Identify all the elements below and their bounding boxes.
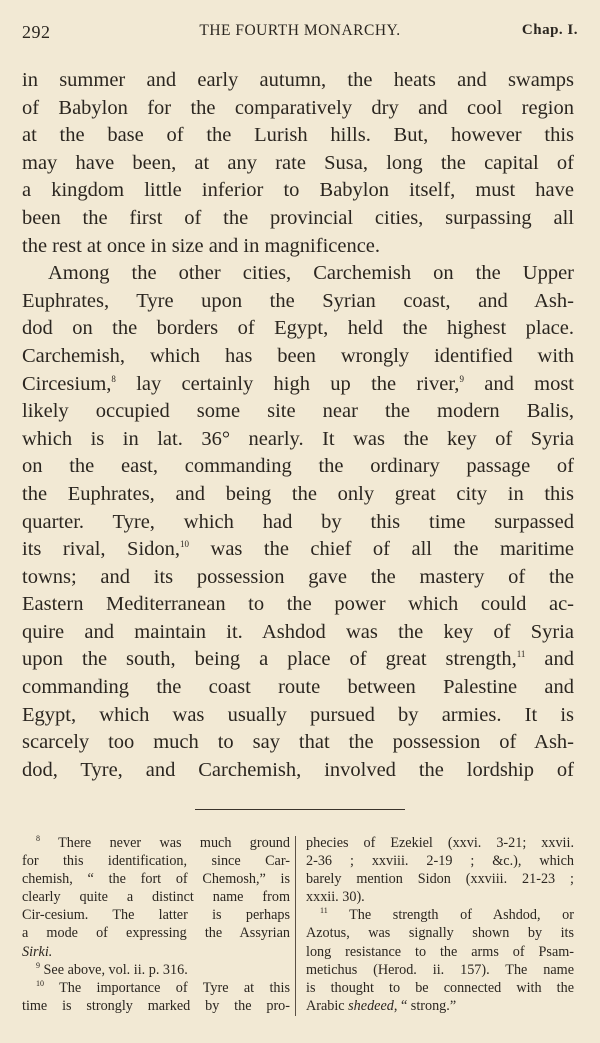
text-run: Circesium, bbox=[22, 372, 112, 395]
footnotes-left-column bbox=[22, 834, 290, 1015]
page-number: 292 bbox=[22, 22, 51, 42]
text-line bbox=[22, 591, 574, 619]
text-run: 2-36 ; xxviii. 2-19 ; &c.), which bbox=[306, 853, 574, 870]
footnote-marker: 11 bbox=[516, 649, 526, 660]
text-line bbox=[22, 646, 574, 674]
footnote-line bbox=[306, 870, 574, 888]
footnote-line bbox=[22, 979, 290, 997]
main-text bbox=[22, 67, 574, 784]
text-run: may have been, at any rate Susa, long the capital of bbox=[22, 151, 574, 174]
footnote-line bbox=[22, 834, 290, 852]
footnote-marker: 9 bbox=[459, 373, 464, 384]
footnote-marker: 9 bbox=[36, 960, 40, 970]
text-run: Cir-cesium. The latter is perhaps bbox=[22, 907, 290, 924]
text-line bbox=[22, 426, 574, 454]
text-line bbox=[22, 757, 574, 785]
text-run: on the east, commanding the ordinary passage of bbox=[22, 455, 574, 478]
text-line bbox=[22, 260, 574, 288]
text-run: There never was much ground bbox=[40, 835, 290, 851]
text-run: lay certainly high up the river, bbox=[115, 372, 460, 395]
text-run: long resistance to the arms of Psam- bbox=[306, 943, 574, 960]
text-run: Carchemish, which has been wrongly identified with bbox=[22, 344, 574, 367]
footnote-line bbox=[306, 961, 574, 979]
text-run: upon the south, being a place of great strength, bbox=[22, 648, 517, 671]
text-line bbox=[22, 453, 574, 481]
text-run: been the first of the provincial cities, surpassing all bbox=[22, 206, 574, 229]
text-run: Egypt, which was usually pursued by armies. It is bbox=[22, 703, 574, 726]
text-run: xxxii. 30). bbox=[306, 889, 365, 906]
text-run: the rest at once in size and in magnificence. bbox=[22, 234, 381, 257]
text-run: towns; and its possession gave the mastery of the bbox=[22, 565, 574, 588]
running-title: THE FOURTH MONARCHY. bbox=[199, 22, 401, 39]
footnote-rule bbox=[195, 809, 405, 810]
text-run: of Babylon for the comparatively dry and cool region bbox=[22, 96, 574, 119]
footnote-marker: 8 bbox=[36, 834, 40, 843]
footnote-line bbox=[22, 997, 290, 1015]
text-line bbox=[22, 536, 574, 564]
footnote-line bbox=[306, 979, 574, 997]
text-line bbox=[22, 619, 574, 647]
text-run: Azotus, was signally shown by its bbox=[306, 925, 574, 942]
text-run: phecies of Ezekiel (xxvi. 3-21; xxvii. bbox=[306, 835, 574, 851]
footnotes-right-column bbox=[306, 834, 574, 1015]
text-line bbox=[22, 481, 574, 509]
text-run: dod on the borders of Egypt, held the highest place. bbox=[22, 317, 574, 340]
footnote-line bbox=[22, 852, 290, 870]
text-line bbox=[22, 398, 574, 426]
footnote-line bbox=[306, 906, 574, 924]
text-run: is thought to be connected with the bbox=[306, 979, 574, 996]
footnote-line bbox=[306, 852, 574, 870]
text-line bbox=[22, 564, 574, 592]
footnote-line bbox=[306, 924, 574, 942]
text-run: was the chief of all the maritime bbox=[189, 538, 574, 561]
footnote-marker: 10 bbox=[180, 539, 190, 550]
text-run: time is strongly marked by the pro- bbox=[22, 997, 290, 1014]
text-line bbox=[22, 205, 574, 233]
text-run: shedeed bbox=[348, 997, 394, 1014]
text-line bbox=[22, 371, 574, 399]
text-run: Sirki. bbox=[22, 943, 53, 960]
footnote-line bbox=[306, 997, 574, 1015]
text-run: the Euphrates, and being the only great city in this bbox=[22, 482, 574, 505]
text-run: dod, Tyre, and Carchemish, involved the lordship of bbox=[22, 758, 574, 781]
text-run: and bbox=[525, 648, 574, 671]
text-line bbox=[22, 67, 574, 95]
text-run: for this identification, since Car- bbox=[22, 853, 290, 870]
footnote-column-divider bbox=[295, 836, 296, 1016]
footnote-line bbox=[22, 870, 290, 888]
text-line bbox=[22, 343, 574, 371]
text-run: commanding the coast route between Palestine and bbox=[22, 676, 574, 699]
footnote-line bbox=[22, 943, 290, 961]
text-line bbox=[22, 288, 574, 316]
text-run: The importance of Tyre at this bbox=[44, 979, 290, 996]
text-run: The strength of Ashdod, or bbox=[327, 907, 574, 924]
text-run: and most bbox=[463, 372, 575, 395]
text-run: chemish, “ the fort of Chemosh,” is bbox=[22, 871, 290, 888]
text-run: Arabic bbox=[306, 997, 349, 1014]
footnote-marker: 11 bbox=[320, 906, 328, 916]
text-run: Euphrates, Tyre upon the Syrian coast, and Ash- bbox=[22, 289, 574, 312]
text-line bbox=[22, 315, 574, 343]
text-run: likely occupied some site near the modern Balis, bbox=[22, 400, 574, 423]
text-line bbox=[22, 177, 574, 205]
footnote-line bbox=[22, 906, 290, 924]
footnote-marker: 8 bbox=[111, 373, 116, 384]
text-run: metichus (Herod. ii. 157). The name bbox=[306, 961, 574, 978]
text-line bbox=[22, 150, 574, 178]
text-line bbox=[22, 509, 574, 537]
text-run: a mode of expressing the Assyrian bbox=[22, 925, 290, 942]
text-run: See above, vol. ii. p. 316. bbox=[40, 961, 188, 978]
footnote-marker: 10 bbox=[36, 978, 44, 988]
text-run: Among the other cities, Carchemish on the Upper bbox=[48, 262, 574, 285]
text-run: which is in lat. 36° nearly. It was the key of Syria bbox=[22, 427, 574, 450]
footnote-line bbox=[22, 961, 290, 979]
running-header bbox=[22, 18, 578, 46]
text-line bbox=[22, 702, 574, 730]
text-run: at the base of the Lurish hills. But, however this bbox=[22, 124, 574, 147]
text-run: its rival, Sidon, bbox=[22, 538, 181, 561]
text-run: a kingdom little inferior to Babylon itself, must have bbox=[22, 179, 574, 202]
text-run: scarcely too much to say that the possession of Ash- bbox=[22, 731, 574, 754]
text-run: quarter. Tyre, which had by this time surpassed bbox=[22, 510, 574, 533]
text-run: in summer and early autumn, the heats and swamps bbox=[22, 69, 574, 91]
text-line bbox=[22, 122, 574, 150]
footnote-line bbox=[306, 943, 574, 961]
footnote-line bbox=[22, 888, 290, 906]
footnote-line bbox=[306, 834, 574, 852]
text-run: Eastern Mediterranean to the power which could ac- bbox=[22, 593, 574, 616]
text-line bbox=[22, 95, 574, 123]
text-run: clearly quite a distinct name from bbox=[22, 889, 290, 906]
text-line bbox=[22, 233, 574, 261]
footnote-line bbox=[22, 924, 290, 942]
chapter-label: Chap. I. bbox=[521, 22, 578, 38]
text-run: , “ strong.” bbox=[393, 997, 457, 1014]
text-line bbox=[22, 674, 574, 702]
text-run: barely mention Sidon (xxviii. 21-23 ; bbox=[306, 871, 574, 888]
footnote-line bbox=[306, 888, 574, 906]
text-line bbox=[22, 729, 574, 757]
text-run: quire and maintain it. Ashdod was the key of Syria bbox=[22, 620, 574, 643]
